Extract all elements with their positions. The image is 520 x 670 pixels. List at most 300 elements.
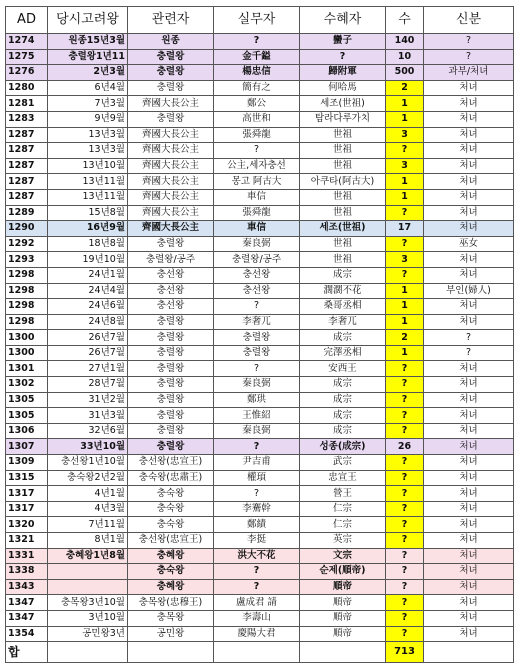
cell-recipient: 順帝 <box>300 626 386 642</box>
cell-worker: ? <box>214 34 300 50</box>
cell-ad: 1343 <box>6 579 48 595</box>
cell-recipient: 成宗 <box>300 267 386 283</box>
cell-king-year: 8년1월 <box>48 533 128 549</box>
cell-status: 처녀 <box>424 486 514 502</box>
cell-status: 처녀 <box>424 267 514 283</box>
cell-worker: 尹吉甫 <box>214 455 300 471</box>
table-row <box>6 377 514 393</box>
cell-count: 1 <box>386 299 424 315</box>
cell-related: 충렬왕 <box>128 345 214 361</box>
table-row <box>6 158 514 174</box>
cell-ad: 1317 <box>6 501 48 517</box>
table-row <box>6 96 514 112</box>
cell-worker: ? <box>214 439 300 455</box>
total-count: 713 <box>386 642 424 663</box>
total-blank-5 <box>424 642 514 663</box>
cell-recipient: 世祖 <box>300 189 386 205</box>
cell-worker: 鄭公 <box>214 96 300 112</box>
table-row <box>6 267 514 283</box>
cell-status: ? <box>424 49 514 65</box>
cell-status: 처녀 <box>424 377 514 393</box>
cell-recipient: 세조(世祖) <box>300 221 386 237</box>
cell-worker: 충렬왕 <box>214 330 300 346</box>
cell-worker: 李壽山 <box>214 610 300 626</box>
cell-worker: 충렬왕 <box>214 345 300 361</box>
cell-count: 140 <box>386 34 424 50</box>
cell-related: 충렬왕 <box>128 314 214 330</box>
cell-related: 충렬왕 <box>128 330 214 346</box>
cell-count: ? <box>386 236 424 252</box>
cell-related: 충선왕(忠宣王) <box>128 455 214 471</box>
cell-ad: 1315 <box>6 470 48 486</box>
table-body <box>6 34 514 642</box>
table-row <box>6 65 514 81</box>
table-row <box>6 330 514 346</box>
header-king: 당시고려왕 <box>48 7 128 34</box>
cell-count: ? <box>386 626 424 642</box>
cell-ad: 1301 <box>6 361 48 377</box>
cell-count: 26 <box>386 439 424 455</box>
cell-king-year: 6년4월 <box>48 80 128 96</box>
cell-king-year: 18년8월 <box>48 236 128 252</box>
cell-ad: 1309 <box>6 455 48 471</box>
cell-recipient: 何哈馬 <box>300 80 386 96</box>
cell-related: 충렬왕 <box>128 80 214 96</box>
total-blank-1 <box>48 642 128 663</box>
table-row <box>6 299 514 315</box>
cell-status: 처녀 <box>424 205 514 221</box>
cell-king-year: 24년4월 <box>48 283 128 299</box>
cell-related: 충렬왕 <box>128 439 214 455</box>
total-blank-2 <box>128 642 214 663</box>
cell-recipient: 아쿠타(阿古大) <box>300 174 386 190</box>
header-status: 신분 <box>424 7 514 34</box>
cell-king-year: 원종15년3월 <box>48 34 128 50</box>
cell-king-year: 2년3월 <box>48 65 128 81</box>
cell-ad: 1300 <box>6 330 48 346</box>
cell-king-year: 3년10월 <box>48 610 128 626</box>
cell-related: 충숙왕(忠肅王) <box>128 470 214 486</box>
cell-king-year: 31년3월 <box>48 408 128 424</box>
cell-ad: 1293 <box>6 252 48 268</box>
cell-status: 처녀 <box>424 111 514 127</box>
cell-related: 충렬왕 <box>128 111 214 127</box>
cell-worker: ? <box>214 564 300 580</box>
cell-ad: 1290 <box>6 221 48 237</box>
cell-count: ? <box>386 533 424 549</box>
cell-related: 충숙왕 <box>128 501 214 517</box>
cell-recipient: 成宗 <box>300 377 386 393</box>
cell-ad: 1287 <box>6 143 48 159</box>
cell-king-year: 28년7월 <box>48 377 128 393</box>
cell-ad: 1287 <box>6 158 48 174</box>
cell-status: 처녀 <box>424 595 514 611</box>
cell-recipient: 營王 <box>300 486 386 502</box>
cell-count: ? <box>386 143 424 159</box>
cell-related: 충렬왕 <box>128 408 214 424</box>
cell-related: 충숙왕 <box>128 517 214 533</box>
cell-worker: 盧成君 請 <box>214 595 300 611</box>
cell-related: 충혜왕 <box>128 579 214 595</box>
cell-count: 1 <box>386 111 424 127</box>
cell-status: 처녀 <box>424 392 514 408</box>
cell-king-year: 13년11월 <box>48 189 128 205</box>
cell-count: ? <box>386 501 424 517</box>
cell-count: 1 <box>386 174 424 190</box>
cell-recipient: 李奢兀 <box>300 314 386 330</box>
table-row <box>6 49 514 65</box>
cell-ad: 1354 <box>6 626 48 642</box>
cell-recipient: 世祖 <box>300 205 386 221</box>
table-row <box>6 34 514 50</box>
table-row <box>6 564 514 580</box>
cell-status: 처녀 <box>424 143 514 159</box>
cell-status: 처녀 <box>424 80 514 96</box>
cell-recipient: 世祖 <box>300 127 386 143</box>
cell-count: ? <box>386 579 424 595</box>
cell-worker: 公主,세자충선 <box>214 158 300 174</box>
cell-worker: 몽고 阿古大 <box>214 174 300 190</box>
cell-king-year <box>48 579 128 595</box>
cell-related: 충렬왕 <box>128 65 214 81</box>
cell-count: ? <box>386 548 424 564</box>
cell-status: 처녀 <box>424 423 514 439</box>
cell-count: ? <box>386 267 424 283</box>
cell-status: 처녀 <box>424 96 514 112</box>
table-row <box>6 595 514 611</box>
cell-status: 처녀 <box>424 517 514 533</box>
cell-recipient: 安西王 <box>300 361 386 377</box>
cell-king-year: 19년10월 <box>48 252 128 268</box>
cell-recipient: 順帝 <box>300 610 386 626</box>
cell-worker: ? <box>214 361 300 377</box>
cell-status: 처녀 <box>424 158 514 174</box>
cell-worker: 楊忠信 <box>214 65 300 81</box>
cell-count: ? <box>386 564 424 580</box>
table-row <box>6 517 514 533</box>
cell-related: 충렬왕 <box>128 392 214 408</box>
cell-worker: 洪大不花 <box>214 548 300 564</box>
cell-recipient: 順帝 <box>300 579 386 595</box>
cell-recipient: 成宗 <box>300 330 386 346</box>
cell-ad: 1298 <box>6 299 48 315</box>
cell-recipient: 世祖 <box>300 236 386 252</box>
cell-king-year: 13년3월 <box>48 143 128 159</box>
cell-related: 충선왕 <box>128 283 214 299</box>
cell-ad: 1317 <box>6 486 48 502</box>
header-related: 관련자 <box>128 7 214 34</box>
cell-recipient: 성종(成宗) <box>300 439 386 455</box>
cell-status: 처녀 <box>424 252 514 268</box>
cell-recipient: 仁宗 <box>300 517 386 533</box>
cell-recipient: 英宗 <box>300 533 386 549</box>
cell-king-year: 13년3월 <box>48 127 128 143</box>
table-row <box>6 127 514 143</box>
cell-king-year: 13년10월 <box>48 158 128 174</box>
cell-count: 3 <box>386 252 424 268</box>
cell-recipient: 歸附軍 <box>300 65 386 81</box>
cell-related: 충선왕 <box>128 299 214 315</box>
cell-count: ? <box>386 470 424 486</box>
cell-worker: 충선왕 <box>214 267 300 283</box>
cell-related: 齊國大長公主 <box>128 221 214 237</box>
cell-related: 齊國大長公主 <box>128 127 214 143</box>
cell-count: 500 <box>386 65 424 81</box>
cell-related: 충렬왕 <box>128 361 214 377</box>
cell-count: ? <box>386 205 424 221</box>
cell-worker: 충렬왕/공주 <box>214 252 300 268</box>
cell-status: 처녀 <box>424 221 514 237</box>
cell-worker: 鄭珙 <box>214 392 300 408</box>
total-row <box>6 642 514 663</box>
cell-recipient: 濶濶不花 <box>300 283 386 299</box>
cell-king-year: 26년7월 <box>48 330 128 346</box>
cell-ad: 1274 <box>6 34 48 50</box>
cell-recipient: 世祖 <box>300 158 386 174</box>
cell-count: 2 <box>386 330 424 346</box>
cell-count: 1 <box>386 345 424 361</box>
table-row <box>6 533 514 549</box>
cell-status: ? <box>424 345 514 361</box>
table-row <box>6 80 514 96</box>
cell-count: 17 <box>386 221 424 237</box>
cell-ad: 1298 <box>6 267 48 283</box>
cell-ad: 1275 <box>6 49 48 65</box>
cell-related: 충혜왕 <box>128 548 214 564</box>
table-row <box>6 314 514 330</box>
cell-recipient: 文宗 <box>300 548 386 564</box>
cell-ad: 1289 <box>6 205 48 221</box>
cell-status: 처녀 <box>424 361 514 377</box>
cell-king-year: 13년11월 <box>48 174 128 190</box>
cell-related: 충렬왕 <box>128 377 214 393</box>
header-count: 수 <box>386 7 424 34</box>
cell-related: 충목왕 <box>128 610 214 626</box>
cell-related: 齊國大長公主 <box>128 205 214 221</box>
cell-worker: 충선왕 <box>214 283 300 299</box>
cell-worker: 權頊 <box>214 470 300 486</box>
cell-related: 齊國大長公主 <box>128 174 214 190</box>
table-row <box>6 345 514 361</box>
cell-count: 3 <box>386 158 424 174</box>
cell-related: 齊國大長公主 <box>128 189 214 205</box>
cell-ad: 1292 <box>6 236 48 252</box>
cell-count: 1 <box>386 96 424 112</box>
cell-status: ? <box>424 330 514 346</box>
table-row <box>6 361 514 377</box>
cell-king-year: 33년10월 <box>48 439 128 455</box>
cell-status: 처녀 <box>424 174 514 190</box>
cell-king-year: 26년7월 <box>48 345 128 361</box>
table-row <box>6 579 514 595</box>
cell-count: ? <box>386 408 424 424</box>
cell-worker: 金千鎰 <box>214 49 300 65</box>
cell-ad: 1298 <box>6 283 48 299</box>
cell-worker: 秦良弼 <box>214 236 300 252</box>
cell-status: 처녀 <box>424 533 514 549</box>
table-row <box>6 439 514 455</box>
header-recipient: 수혜자 <box>300 7 386 34</box>
header-worker: 실무자 <box>214 7 300 34</box>
cell-recipient: 蠻子 <box>300 34 386 50</box>
table-row <box>6 423 514 439</box>
cell-king-year: 24년6월 <box>48 299 128 315</box>
cell-worker: ? <box>214 143 300 159</box>
cell-related: 齊國大長公主 <box>128 143 214 159</box>
cell-related: 충렬왕 <box>128 423 214 439</box>
cell-related: 공민왕 <box>128 626 214 642</box>
cell-status: 과부/처녀 <box>424 65 514 81</box>
total-blank-4 <box>300 642 386 663</box>
cell-recipient: 順帝 <box>300 595 386 611</box>
cell-recipient: 武宗 <box>300 455 386 471</box>
cell-count: ? <box>386 361 424 377</box>
cell-ad: 1302 <box>6 377 48 393</box>
cell-king-year <box>48 564 128 580</box>
table-row <box>6 174 514 190</box>
table-row <box>6 548 514 564</box>
cell-count: ? <box>386 517 424 533</box>
table-row <box>6 501 514 517</box>
cell-king-year: 32년6월 <box>48 423 128 439</box>
cell-king-year: 24년1월 <box>48 267 128 283</box>
cell-worker: 李挺 <box>214 533 300 549</box>
cell-count: ? <box>386 486 424 502</box>
cell-related: 齊國大長公主 <box>128 158 214 174</box>
cell-king-year: 7년3월 <box>48 96 128 112</box>
cell-count: ? <box>386 423 424 439</box>
cell-ad: 1283 <box>6 111 48 127</box>
cell-status: 처녀 <box>424 470 514 486</box>
cell-count: ? <box>386 595 424 611</box>
cell-status: 부인(婦人) <box>424 283 514 299</box>
cell-worker: 秦良弼 <box>214 377 300 393</box>
cell-status: 처녀 <box>424 314 514 330</box>
table-row <box>6 143 514 159</box>
cell-status: 처녀 <box>424 408 514 424</box>
cell-ad: 1320 <box>6 517 48 533</box>
cell-king-year: 24년8월 <box>48 314 128 330</box>
cell-king-year: 7년11월 <box>48 517 128 533</box>
table-row <box>6 283 514 299</box>
table-row <box>6 205 514 221</box>
table-row <box>6 626 514 642</box>
cell-ad: 1307 <box>6 439 48 455</box>
cell-ad: 1347 <box>6 610 48 626</box>
cell-count: 10 <box>386 49 424 65</box>
cell-count: ? <box>386 392 424 408</box>
cell-status: 처녀 <box>424 189 514 205</box>
cell-ad: 1280 <box>6 80 48 96</box>
cell-count: 1 <box>386 283 424 299</box>
cell-king-year: 16년9월 <box>48 221 128 237</box>
cell-ad: 1338 <box>6 564 48 580</box>
table-row <box>6 236 514 252</box>
cell-related: 충목왕(忠穆王) <box>128 595 214 611</box>
cell-ad: 1281 <box>6 96 48 112</box>
cell-recipient: 忠宣王 <box>300 470 386 486</box>
cell-worker: ? <box>214 486 300 502</box>
cell-recipient: 세조(世祖) <box>300 96 386 112</box>
table-row <box>6 221 514 237</box>
cell-status: 처녀 <box>424 299 514 315</box>
table-row <box>6 111 514 127</box>
cell-king-year: 31년2월 <box>48 392 128 408</box>
cell-status: 처녀 <box>424 455 514 471</box>
cell-king-year: 충선왕1년10월 <box>48 455 128 471</box>
cell-worker: 王惟紹 <box>214 408 300 424</box>
cell-worker: 高世和 <box>214 111 300 127</box>
cell-ad: 1287 <box>6 189 48 205</box>
cell-recipient: 成宗 <box>300 423 386 439</box>
tribute-table <box>5 6 514 663</box>
cell-ad: 1276 <box>6 65 48 81</box>
cell-king-year: 충숙왕2년2월 <box>48 470 128 486</box>
cell-related: 충숙왕 <box>128 486 214 502</box>
cell-worker: 張舜龍 <box>214 127 300 143</box>
header-row <box>6 7 514 34</box>
cell-related: 충선왕 <box>128 267 214 283</box>
cell-ad: 1321 <box>6 533 48 549</box>
cell-king-year: 충렬왕1년11 <box>48 49 128 65</box>
cell-status: 처녀 <box>424 127 514 143</box>
cell-recipient: 탐라다루가치 <box>300 111 386 127</box>
cell-ad: 1305 <box>6 408 48 424</box>
cell-count: ? <box>386 610 424 626</box>
cell-status: 처녀 <box>424 548 514 564</box>
cell-status: 처녀 <box>424 439 514 455</box>
cell-status: 처녀 <box>424 564 514 580</box>
cell-count: 1 <box>386 189 424 205</box>
cell-recipient: 成宗 <box>300 392 386 408</box>
cell-worker: 慶陽大君 <box>214 626 300 642</box>
cell-count: ? <box>386 455 424 471</box>
cell-king-year: 충혜왕1년8월 <box>48 548 128 564</box>
cell-ad: 1331 <box>6 548 48 564</box>
cell-count: 2 <box>386 80 424 96</box>
cell-status: ? <box>424 34 514 50</box>
cell-count: ? <box>386 377 424 393</box>
cell-worker: 張舜龍 <box>214 205 300 221</box>
cell-count: 1 <box>386 314 424 330</box>
cell-king-year: 27년1월 <box>48 361 128 377</box>
cell-worker: 車信 <box>214 221 300 237</box>
cell-status: 巫女 <box>424 236 514 252</box>
table-row <box>6 486 514 502</box>
cell-king-year: 공민왕3년 <box>48 626 128 642</box>
cell-ad: 1300 <box>6 345 48 361</box>
cell-king-year: 4년1월 <box>48 486 128 502</box>
total-blank-3 <box>214 642 300 663</box>
cell-ad: 1287 <box>6 127 48 143</box>
table-row <box>6 408 514 424</box>
cell-worker: 車信 <box>214 189 300 205</box>
cell-king-year: 9년9월 <box>48 111 128 127</box>
cell-worker: ? <box>214 579 300 595</box>
cell-worker: 李騫幹 <box>214 501 300 517</box>
cell-recipient: 世祖 <box>300 143 386 159</box>
cell-king-year: 충목왕3년10월 <box>48 595 128 611</box>
cell-count: 3 <box>386 127 424 143</box>
table-row <box>6 470 514 486</box>
cell-status: 처녀 <box>424 626 514 642</box>
table-row <box>6 392 514 408</box>
cell-recipient: 世祖 <box>300 252 386 268</box>
cell-status: 처녀 <box>424 501 514 517</box>
cell-worker: ? <box>214 299 300 315</box>
cell-recipient: 成宗 <box>300 408 386 424</box>
header-ad: AD <box>6 7 48 34</box>
